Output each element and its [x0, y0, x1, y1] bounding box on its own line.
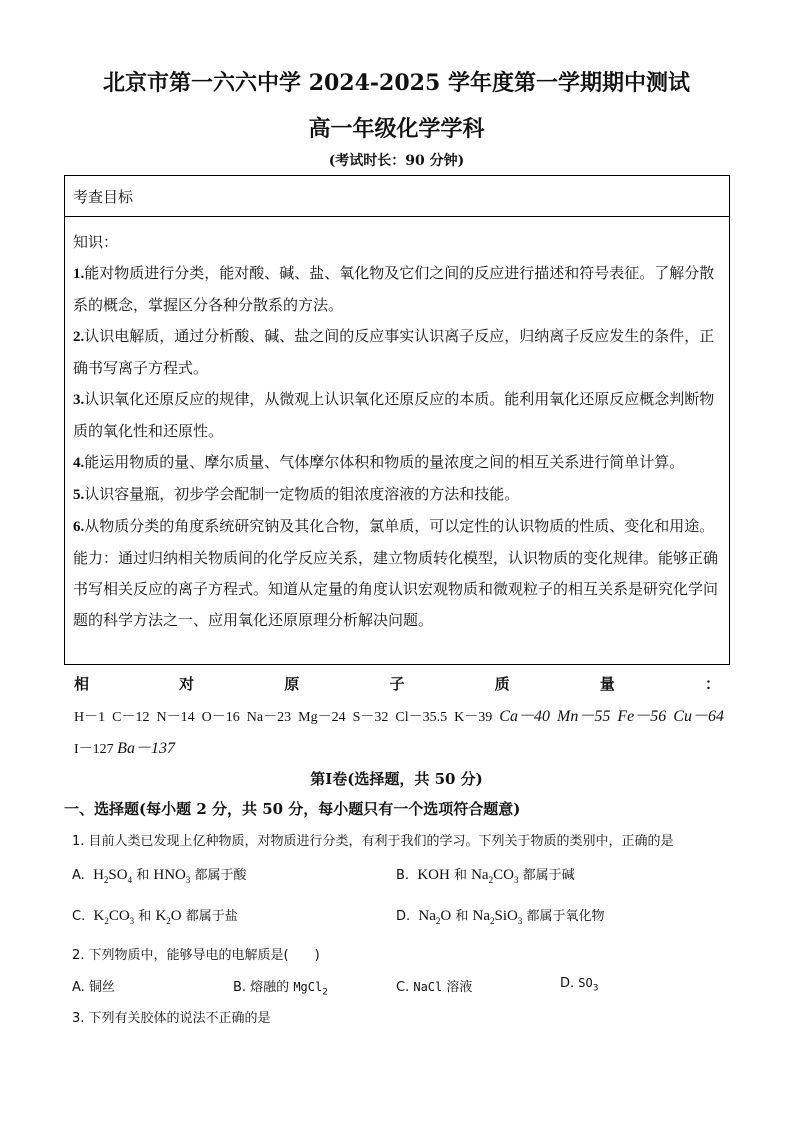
- goal-text: 能对物质进行分类，能对酸、碱、盐、氧化物及它们之间的反应进行描述和符号表征。了解分散系的概念，掌握区分各种分散系的方法。: [73, 264, 715, 314]
- atomic-mass-entry: S－32: [352, 710, 389, 725]
- goals-box: [64, 175, 730, 665]
- formula-part: K: [93, 908, 105, 924]
- option-text: 和: [451, 909, 473, 924]
- q1-option-b[interactable]: [396, 864, 575, 885]
- formula: [93, 867, 132, 883]
- label-char: ：: [704, 675, 720, 693]
- subscript: 2: [488, 875, 494, 885]
- subscript: 2: [490, 916, 495, 926]
- atomic-mass-entry: Ca－40: [499, 708, 550, 725]
- formula-part: Na: [471, 867, 489, 883]
- atomic-mass-entry: Na－23: [246, 710, 292, 725]
- subscript: 3: [592, 983, 599, 994]
- option-letter: D.: [396, 909, 411, 924]
- option-letter: A.: [72, 868, 85, 883]
- formula-part: SiO: [494, 908, 518, 924]
- formula-part: K: [155, 908, 167, 924]
- goals-body: [65, 217, 729, 636]
- option-text: 都属于盐: [181, 909, 238, 924]
- goal-number: 6.: [73, 519, 85, 535]
- subscript: 2: [322, 987, 328, 998]
- goal-number: 2.: [73, 329, 85, 345]
- goal-number: 5.: [73, 487, 85, 503]
- label-char: 子: [389, 675, 405, 693]
- option-text: 都属于氧化物: [522, 909, 605, 924]
- goal-item-5: [73, 479, 723, 511]
- formula: SO: [578, 976, 593, 990]
- atomic-mass-entry: H－1: [74, 710, 106, 725]
- formula: NaCl: [413, 980, 443, 994]
- q2-option-b[interactable]: [233, 976, 328, 998]
- formula: [418, 908, 451, 924]
- goal-number: 1.: [73, 266, 85, 282]
- q1-option-d[interactable]: [396, 905, 605, 926]
- question-3-stem: 3. 下列有关胶体的说法不正确的是: [72, 1011, 271, 1026]
- atomic-mass-entry: Mn－55: [557, 708, 611, 725]
- option-text: 溶液: [442, 980, 473, 995]
- formula: [153, 867, 190, 883]
- formula-part: CO: [108, 908, 130, 924]
- atomic-mass-entry: C－12: [112, 710, 150, 725]
- label-char: 质: [494, 675, 510, 693]
- formula: MgCl: [293, 980, 323, 994]
- goal-text: 从物质分类的角度系统研究钠及其化合物，氯单质，可以定性的认识物质的性质、变化和用途。: [84, 517, 715, 535]
- option-text: 都属于酸: [190, 868, 247, 883]
- atomic-mass-row-2: [74, 735, 175, 758]
- label-char: 对: [179, 675, 195, 693]
- subscript: 3: [517, 916, 523, 926]
- exam-duration: (考试时长：90 分钟): [328, 153, 465, 169]
- atomic-mass-entry: K－39: [454, 710, 493, 725]
- formula-part: Na: [418, 908, 436, 924]
- goal-item-2: [73, 321, 723, 384]
- exam-title: 北京市第一六六中学 2024-2025 学年度第一学期期中测试: [103, 70, 690, 96]
- subscript: 2: [166, 916, 171, 926]
- section-title: 第Ⅰ卷(选择题，共 50 分): [310, 770, 483, 788]
- atomic-mass-entry: N－14: [156, 710, 195, 725]
- atomic-mass-entry: Cl－35.5: [395, 710, 448, 725]
- option-text: D.: [560, 976, 579, 991]
- q2-option-a[interactable]: A. 铜丝: [72, 980, 115, 995]
- atomic-mass-entry: Mg－24: [298, 710, 346, 725]
- formula-part: CO: [493, 867, 514, 883]
- goal-text: 认识容量瓶，初步学会配制一定物质的钼浓度溶液的方法和技能。: [84, 485, 520, 503]
- option-text: 和: [132, 868, 154, 883]
- formula-part: HNO: [153, 867, 186, 883]
- ability-text: 能力：通过归纳相关物质间的化学反应关系，建立物质转化模型，认识物质的变化规律。能够正确书写相关反应的离子方程式。知道从定量的角度认识宏观物质和微观粒子的相互关系是研究化学问题的科学方法之一、应用氧化还原原理分析解决问题。: [73, 549, 719, 629]
- question-2-stem: 2. 下列物质中，能够导电的电解质是( ): [72, 948, 320, 963]
- subscript: 2: [435, 916, 441, 926]
- atomic-mass-entry: O－16: [201, 710, 240, 725]
- q1-option-a[interactable]: [72, 864, 247, 885]
- atomic-mass-entry: Cu－64: [673, 708, 724, 725]
- atomic-mass-row-1: [74, 703, 724, 726]
- formula-part: O: [170, 908, 182, 924]
- atomic-mass-entry: Ba－137: [117, 740, 175, 757]
- subscript: 4: [127, 875, 133, 885]
- subscript: 2: [104, 916, 109, 926]
- formula-part: Na: [472, 908, 491, 924]
- formula: KOH: [417, 867, 450, 883]
- option-text: 和: [134, 909, 156, 924]
- formula: [93, 908, 134, 924]
- goal-number: 3.: [73, 392, 85, 408]
- option-text: 和: [449, 868, 472, 883]
- question-1-stem: 1. 目前人类已发现上亿种物质，对物质进行分类，有利于我们的学习。下列关于物质的类别中，正确的是: [72, 834, 674, 849]
- atomic-mass-entry: I－127: [74, 742, 114, 757]
- option-text: B. 熔融的: [233, 980, 294, 995]
- q1-option-c[interactable]: [72, 905, 238, 926]
- goal-text: 能运用物质的量、摩尔质量、气体摩尔体积和物质的量浓度之间的相互关系进行简单计算。: [84, 453, 685, 471]
- option-letter: B.: [396, 868, 410, 883]
- subscript: 3: [129, 916, 135, 926]
- goal-text: 认识氧化还原反应的规律，从微观上认识氧化还原反应的本质。能利用氧化还原反应概念判断物质的氧化性和还原性。: [73, 390, 715, 440]
- goal-number: 4.: [73, 455, 85, 471]
- label-char: 量: [599, 675, 615, 693]
- goal-item-3: [73, 384, 723, 447]
- subscript: 2: [103, 875, 109, 885]
- formula-part: SO: [108, 867, 128, 883]
- label-char: 相: [74, 675, 90, 693]
- formula-part: O: [440, 908, 452, 924]
- formula-part: H: [93, 867, 104, 883]
- formula: [471, 867, 518, 883]
- part-heading: 一、选择题(每小题 2 分，共 50 分，每小题只有一个选项符合题意): [64, 800, 521, 818]
- label-char: 原: [284, 675, 300, 693]
- goal-text: 认识电解质，通过分析酸、碱、盐之间的反应事实认识离子反应，归纳离子反应发生的条件，正确书写离子方程式。: [73, 327, 715, 377]
- atomic-mass-label: [74, 673, 720, 694]
- knowledge-label: 知识：: [73, 233, 119, 251]
- goal-item-1: [73, 258, 723, 321]
- formula: [155, 908, 181, 924]
- option-text: C.: [396, 980, 414, 995]
- q2-option-c[interactable]: [396, 976, 472, 995]
- option-text: 都属于碱: [518, 868, 575, 883]
- exam-subtitle: 高一年级化学学科: [308, 116, 485, 142]
- option-letter: C.: [72, 909, 86, 924]
- goal-item-4: [73, 447, 723, 479]
- formula: [473, 908, 523, 924]
- subscript: 3: [185, 875, 191, 885]
- goals-heading: 考查目标: [65, 176, 729, 217]
- q2-option-d[interactable]: [560, 976, 598, 994]
- subscript: 3: [513, 875, 519, 885]
- atomic-mass-entry: Fe－56: [617, 708, 667, 725]
- goal-item-6: [73, 511, 723, 543]
